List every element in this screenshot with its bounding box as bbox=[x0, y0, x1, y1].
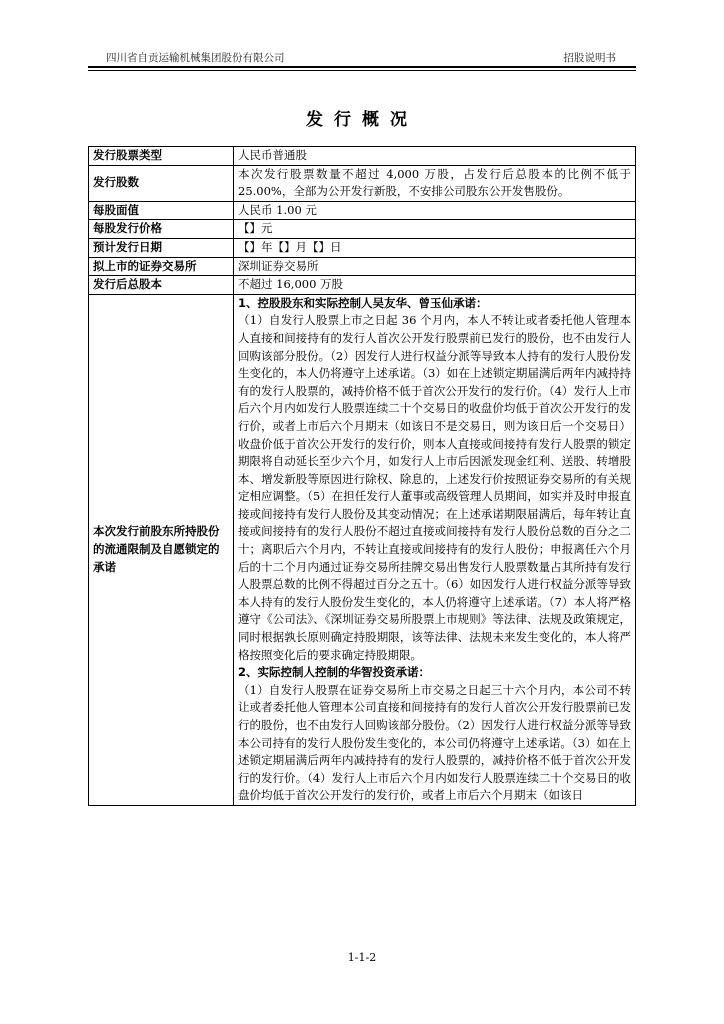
table-row bbox=[89, 201, 636, 220]
section2-text: （1）自发行人股票在证券交易所上市交易之日起三十六个月内，本公司不转让或者委托他人管理本公司直接和间接持有的发行人首次公开发行股票前已发行的股份，也不由发行人回购该部分股份。（2）因发行人进行权益分派等导致本公司持有的发行人股份发生变化的，本公司仍将遵守上述承诺。（3）如在上述锁定期届满后两年内减持持有的发行人股票的，减持价格不低于首次公开发行的发行价。（4）发行人上市后六个月内如发行人股票连续二十个交易日的收盘价均低于首次公开发行的发行价，或者上市后六个月期末（如该日 bbox=[238, 682, 631, 803]
row-label: 发行股票类型 bbox=[89, 147, 234, 166]
row-label: 发行股数 bbox=[89, 165, 234, 201]
lockup-content bbox=[234, 294, 636, 805]
page-number: 1-1-2 bbox=[347, 951, 377, 964]
header-rule-thin bbox=[88, 70, 636, 71]
row-label: 拟上市的证券交易所 bbox=[89, 257, 234, 276]
row-label: 每股发行价格 bbox=[89, 220, 234, 239]
offering-summary-table bbox=[88, 146, 636, 806]
row-value: 深圳证券交易所 bbox=[234, 257, 636, 276]
row-value: 不超过 16,000 万股 bbox=[234, 276, 636, 295]
table-row bbox=[89, 238, 636, 257]
row-label: 每股面值 bbox=[89, 201, 234, 220]
table-row bbox=[89, 147, 636, 166]
page-title: 发行概况 bbox=[306, 110, 418, 130]
row-value: 人民币 1.00 元 bbox=[234, 201, 636, 220]
row-label: 预计发行日期 bbox=[89, 238, 234, 257]
table-row bbox=[89, 165, 636, 201]
section1-title: 1、控股股东和实际控制人吴友华、曾玉仙承诺： bbox=[238, 295, 488, 310]
header-document-type: 招股说明书 bbox=[563, 52, 616, 64]
header-company-name: 四川省自贡运输机械集团股份有限公司 bbox=[106, 52, 285, 64]
row-value: 【】元 bbox=[234, 220, 636, 239]
table-row bbox=[89, 257, 636, 276]
page-header bbox=[88, 50, 636, 66]
section1-text: （1）自发行人股票上市之日起 36 个月内，本人不转让或者委托他人管理本人直接和间接持有的发行人首次公开发行股票前已发行的股份，也不由发行人回购该部分股份。（2）因发行人进行权益分派等导致本人持有的发行人股份发生变化的，本人仍将遵守上述承诺。（3）如在上述锁定期届满后两年内减持持有的发行人股票的，减持价格不低于首次公开发行的发行价。（4）发行人上市后六个月内如发行人股票连续二十个交易日的收盘价均低于首次公开发行的发行价，或者上市后六个月期末（如该日不是交易日，则为该日后一个交易日）收盘价低于首次公开发行的发行价，则本人直接或间接持有发行人股票的锁定期限将自动延长至少六个月，如发行人上市后因派发现金红利、送股、转增股本、增发新股等原因进行除权、除息的，上述发行价按照证券交易所的有关规定相应调整。（5）在担任发行人董事或高级管理人员期间，如实并及时申报直接或间接持有发行人股份及其变动情况；在上述承诺期限届满后，每年转让直接或间接持有的发行人股份不超过直接或间接持有发行人股份总数的百分之二十；离职后六个月内，不转让直接或间接持有的发行人股份；申报离任六个月后的十二个月内通过证券交易所挂牌交易出售发行人股票数量占其所持有发行人股票总数的比例不得超过百分之五十。（6）如因发行人进行权益分派等导致本人持有的发行人股份发生变化的，本人仍将遵守上述承诺。（7）本人将严格遵守《公司法》、《深圳证券交易所股票上市规则》等法律、法规及政策规定，同时根据孰长原则确定持股期限，该等法律、法规未来发生变化的，本人将严格按照变化后的要求确定持股期限。 bbox=[238, 313, 631, 662]
row-value: 【】年【】月【】日 bbox=[234, 238, 636, 257]
row-value: 本次发行股票数量不超过 4,000 万股，占发行后总股本的比例不低于 25.00%，全部为公开发行新股，不安排公司股东公开发售股份。 bbox=[234, 165, 636, 201]
lockup-row bbox=[89, 294, 636, 805]
section2-title: 2、实际控制人控制的华智投资承诺： bbox=[238, 665, 430, 680]
row-value: 人民币普通股 bbox=[234, 147, 636, 166]
table-row bbox=[89, 220, 636, 239]
table-row bbox=[89, 276, 636, 295]
header-rule bbox=[88, 66, 636, 68]
row-label: 发行后总股本 bbox=[89, 276, 234, 295]
lockup-label: 本次发行前股东所持股份的流通限制及自愿锁定的承诺 bbox=[89, 294, 234, 805]
